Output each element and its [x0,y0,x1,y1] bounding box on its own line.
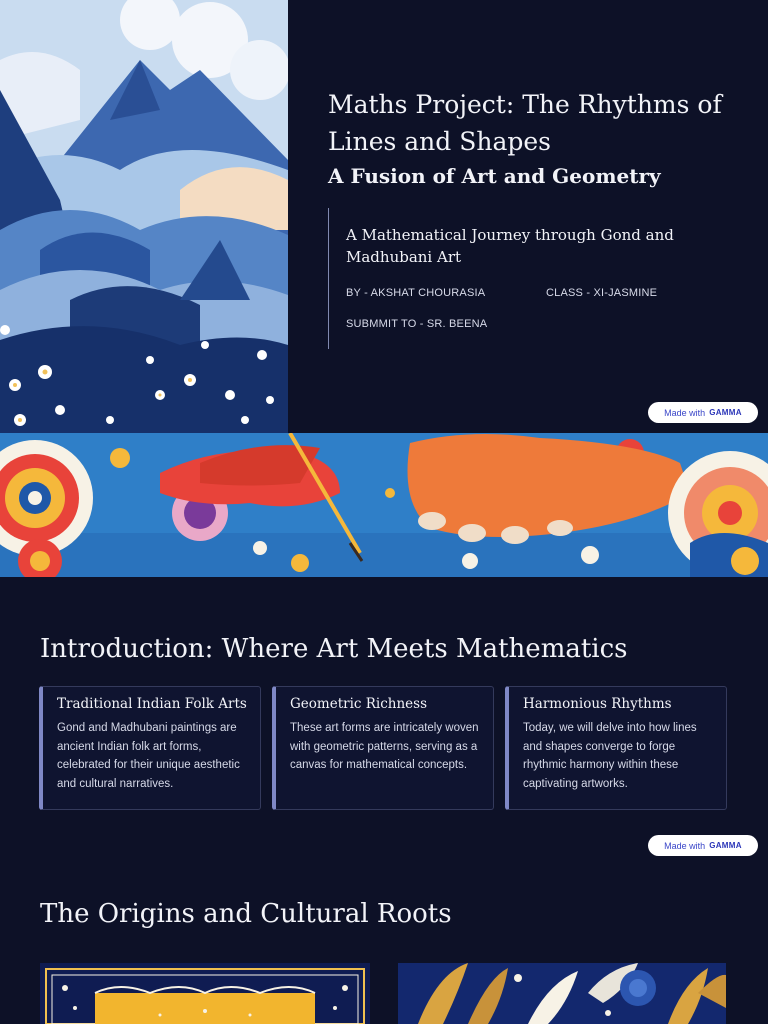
madhubani-leaf-image [398,963,726,1024]
page-title: Maths Project: The Rhythms of Lines and Shapes [328,90,722,156]
author-label: BY - AKSHAT CHOURASIA [346,287,486,299]
submitted-to-label: SUBMMIT TO - SR. BEENA [346,318,488,330]
card-title: Traditional Indian Folk Arts [57,696,247,712]
card-title: Harmonious Rhythms [523,696,672,712]
introduction-heading: Introduction: Where Art Meets Mathematics [40,634,628,664]
origins-slide [0,867,768,1024]
page-subtitle: A Fusion of Art and Geometry [328,164,661,188]
cover-title-block [328,86,748,190]
origins-heading: The Origins and Cultural Roots [40,899,452,929]
introduction-slide [0,577,768,867]
made-with-gamma-badge[interactable] [648,402,758,423]
card-text: Gond and Madhubani paintings are ancient Indian folk art forms, celebrated for their unique aesthetic and cultural narratives. [57,722,240,790]
card-text: Today, we will delve into how lines and shapes converge to forge rhythmic harmony within these captivating artworks. [523,722,697,790]
gamma-logo: GAMMA [709,408,742,417]
made-with-gamma-badge[interactable] [648,835,758,856]
card-traditional-folk-arts [39,686,261,810]
badge-text: Made with [664,407,706,418]
project-tagline: A Mathematical Journey through Gond and Madhubani Art [346,226,674,266]
card-harmonious-rhythms [505,686,727,810]
badge-text: Made with [664,840,706,851]
gamma-logo: GAMMA [709,841,742,850]
card-text: These art forms are intricately woven with geometric patterns, serving as a canvas for mathematical concepts. [290,722,479,771]
class-label: CLASS - XI-JASMINE [546,287,658,299]
mountain-landscape-illustration [0,0,288,433]
cover-slide [0,0,768,433]
project-info-box [328,208,738,349]
card-geometric-richness [272,686,494,810]
folk-art-painting-banner [0,433,768,577]
card-title: Geometric Richness [290,696,428,712]
gond-pattern-image [40,963,370,1024]
